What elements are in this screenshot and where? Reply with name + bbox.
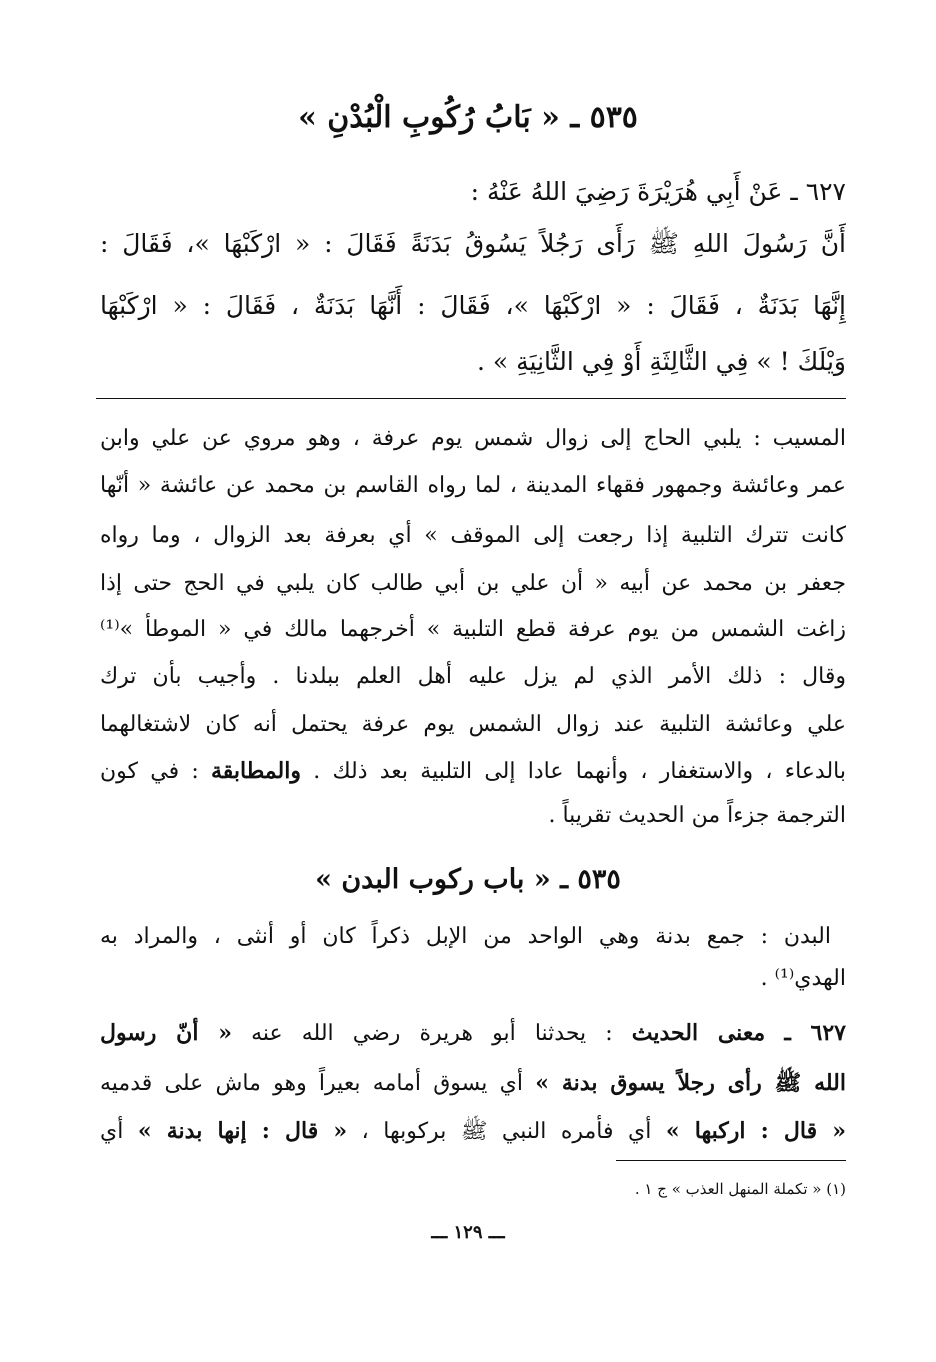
commentary-line-8-text: بالدعاء ، والاستغفار ، وأنهما عادا إلى التلبية بعد ذلك . xyxy=(313,759,846,784)
commentary-line-9: الترجمة جزءاً من الحديث تقريباً . xyxy=(548,803,846,828)
budn-line-2: الهدي⁽¹⁾ . xyxy=(760,966,846,991)
footnote: (١) « تكملة المنهل العذب » ج ١ . xyxy=(634,1180,846,1198)
meaning-line-3-text: أي فأمره النبي ﷺ بركوبها ، xyxy=(361,1119,652,1144)
meaning-line-2 xyxy=(100,1062,846,1104)
commentary-line-1: المسيب : يلبي الحاج إلى زوال شمس يوم عرفة ، وهو مروي عن علي وابن xyxy=(100,426,846,451)
hadith-line-2: أَنَّ رَسُولَ اللهِ ﷺ رَأَى رَجُلاً يَسُوقُ بَدَنَةً فَقَالَ : « ارْكَبْهَا »، فَقَالَ : xyxy=(100,229,846,258)
section-heading: ٥٣٥ ـ « باب ركوب البدن » xyxy=(315,864,621,895)
hadith-line-1: ٦٢٧ ـ عَنْ أَبِي هُرَيْرَةَ رَضِيَ اللهُ عَنْهُ : xyxy=(470,177,846,206)
meaning-line-1-bold: « أنّ رسول xyxy=(100,1020,232,1046)
commentary-line-3: كانت تترك التلبية إذا رجعت إلى الموقف » أي بعرفة بعد الزوال ، وما رواه xyxy=(100,523,846,548)
commentary-line-2: عمر وعائشة وجمهور فقهاء المدينة ، لما رواه القاسم بن محمد عن عائشة « أنّها xyxy=(100,473,846,498)
chapter-heading: ٥٣٥ ـ « بَابُ رُكُوبِ الْبُدْنِ » xyxy=(298,100,638,135)
meaning-line-1 xyxy=(100,1012,846,1054)
meaning-line-2-bold: الله ﷺ رأى رجلاً يسوق بدنة » xyxy=(535,1070,846,1096)
commentary-line-7: علي وعائشة التلبية عند زوال الشمس يوم عرفة يحتمل أنه كان لاشتغالهما xyxy=(100,712,846,737)
hadith-line-3: إِنَّهَا بَدَنَةٌ ، فَقَالَ : « ارْكَبْهَا »، فَقَالَ : أَنَّهَا بَدَنَةٌ ، فَقَالَ : « ارْكَبْهَا xyxy=(100,291,846,320)
budn-line-1: البدن : جمع بدنة وهي الواحد من الإبل ذكراً كان أو أنثى ، والمراد به xyxy=(100,924,831,949)
hadith-line-4: وَيْلَكَ ! » فِي الثَّالِثَةِ أَوْ فِي الثَّانِيَةِ » . xyxy=(477,347,846,376)
meaning-line-1-text: : يحدثنا أبو هريرة رضي الله عنه xyxy=(251,1021,613,1046)
meaning-line-3-bold-1: « قال : اركبها » xyxy=(665,1118,846,1144)
commentary-line-6: وقال : ذلك الأمر الذي لم يزل عليه أهل العلم ببلدنا . وأجيب بأن ترك xyxy=(100,664,846,689)
meaning-line-3 xyxy=(100,1110,846,1152)
page-number: ـــ ١٢٩ ـــ xyxy=(431,1222,505,1243)
mutabaqa-rest: : في كون xyxy=(100,759,199,784)
meaning-line-3-end: أي xyxy=(100,1119,124,1144)
separator-rule xyxy=(96,398,846,399)
commentary-line-4: جعفر بن محمد عن أبيه « أن علي بن أبي طالب كان يلبي في الحج حتى إذا xyxy=(100,571,846,596)
commentary-line-5: زاغت الشمس من يوم عرفة قطع التلبية » أخرجهما مالك في « الموطأ »⁽¹⁾ xyxy=(100,617,846,642)
footnote-rule xyxy=(616,1160,846,1161)
commentary-line-8 xyxy=(100,750,846,792)
meaning-line-3-bold-2: « قال : إنها بدنة » xyxy=(137,1118,348,1144)
meaning-number: ٦٢٧ ـ xyxy=(784,1020,846,1046)
meaning-line-2-text: أي يسوق أمامه بعيراً وهو ماش على قدميه xyxy=(100,1071,523,1096)
mutabaqa-label: والمطابقة xyxy=(211,758,301,784)
meaning-label: معنى الحديث xyxy=(631,1020,766,1046)
